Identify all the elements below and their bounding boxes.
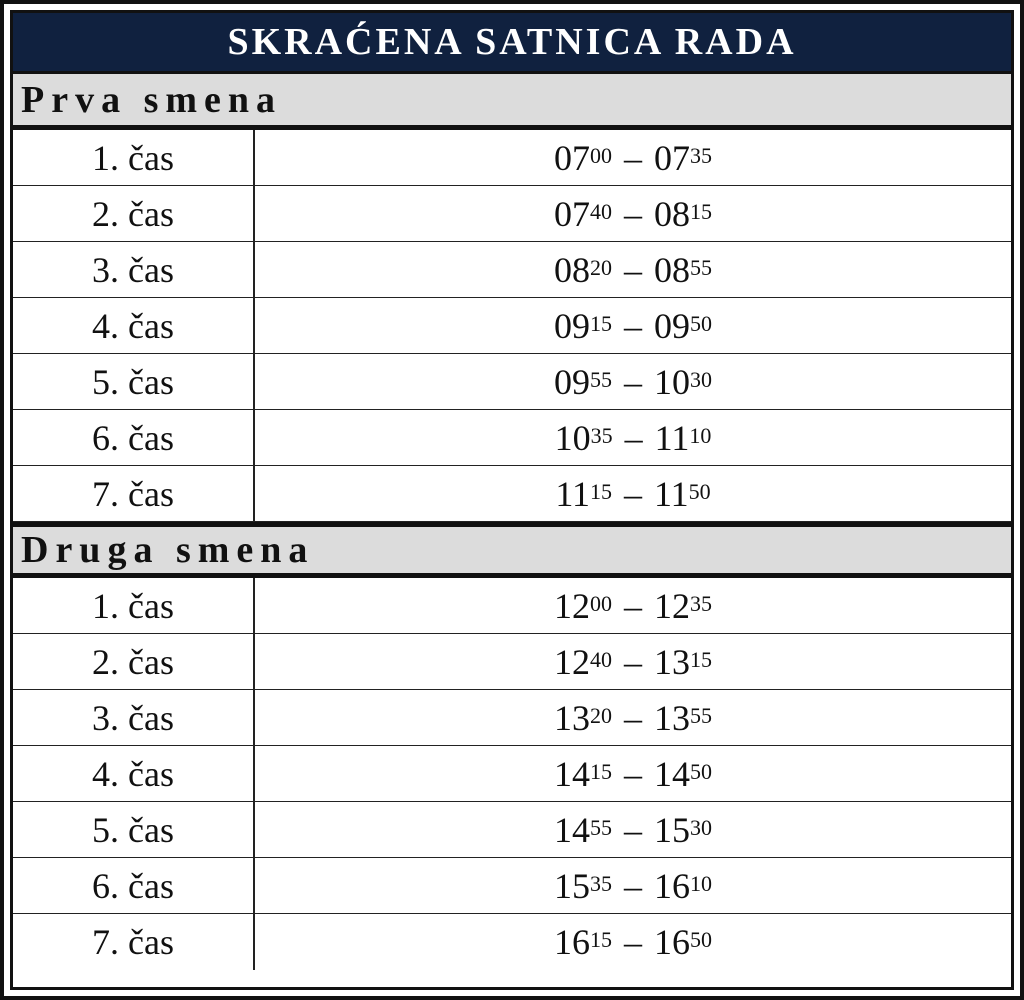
- period-time: [255, 690, 1011, 745]
- end-hour: 16: [654, 865, 690, 906]
- start-minute: 15: [590, 478, 612, 504]
- schedule-table: [10, 10, 1014, 990]
- period-time: [255, 578, 1011, 633]
- end-minute: 10: [690, 870, 712, 896]
- start-minute: 20: [590, 254, 612, 280]
- period-time: [255, 130, 1011, 185]
- period-label: 1. čas: [13, 130, 255, 185]
- end-minute: 55: [690, 702, 712, 728]
- period-label: 7. čas: [13, 914, 255, 970]
- table-row: [13, 130, 1011, 186]
- time-separator: –: [624, 697, 642, 738]
- table-row: [13, 466, 1011, 522]
- end-hour: 11: [654, 473, 689, 514]
- period-label: 1. čas: [13, 578, 255, 633]
- start-minute: 15: [590, 310, 612, 336]
- time-separator: –: [624, 361, 642, 402]
- period-time: [255, 186, 1011, 241]
- period-label: 4. čas: [13, 298, 255, 353]
- period-label: 5. čas: [13, 802, 255, 857]
- start-hour: 11: [555, 473, 590, 514]
- table-row: [13, 242, 1011, 298]
- period-label: 6. čas: [13, 410, 255, 465]
- start-minute: 20: [590, 702, 612, 728]
- time-separator: –: [624, 305, 642, 346]
- start-minute: 40: [590, 198, 612, 224]
- table-row: [13, 634, 1011, 690]
- period-label: 4. čas: [13, 746, 255, 801]
- time-separator: –: [624, 137, 642, 178]
- period-time: [255, 914, 1011, 970]
- period-time: [255, 858, 1011, 913]
- time-separator: –: [624, 641, 642, 682]
- end-minute: 35: [690, 142, 712, 168]
- end-minute: 30: [690, 814, 712, 840]
- time-separator: –: [624, 585, 642, 626]
- start-hour: 08: [554, 249, 590, 290]
- table-row: [13, 186, 1011, 242]
- end-minute: 55: [690, 254, 712, 280]
- period-label: 2. čas: [13, 634, 255, 689]
- end-hour: 10: [654, 361, 690, 402]
- end-minute: 50: [688, 478, 711, 504]
- period-time: [255, 466, 1011, 521]
- start-hour: 13: [554, 697, 590, 738]
- period-label: 7. čas: [13, 466, 255, 521]
- table-row: [13, 298, 1011, 354]
- period-label: 6. čas: [13, 858, 255, 913]
- start-hour: 09: [554, 305, 590, 346]
- time-separator: –: [624, 809, 642, 850]
- period-time: [255, 802, 1011, 857]
- period-time: [255, 242, 1011, 297]
- end-minute: 15: [690, 646, 712, 672]
- end-hour: 14: [654, 753, 690, 794]
- end-hour: 13: [654, 641, 690, 682]
- start-hour: 09: [554, 361, 590, 402]
- end-hour: 15: [654, 809, 690, 850]
- time-separator: –: [624, 193, 642, 234]
- table-row: [13, 802, 1011, 858]
- start-minute: 00: [590, 590, 612, 616]
- end-hour: 16: [654, 922, 690, 962]
- start-minute: 15: [590, 927, 612, 952]
- time-separator: –: [624, 753, 642, 794]
- end-minute: 35: [690, 590, 712, 616]
- start-hour: 14: [554, 809, 590, 850]
- start-minute: 35: [590, 870, 612, 896]
- table-row: [13, 858, 1011, 914]
- start-minute: 15: [590, 758, 612, 784]
- start-minute: 55: [590, 366, 612, 392]
- start-minute: 35: [590, 422, 613, 448]
- time-separator: –: [624, 865, 642, 906]
- end-minute: 50: [690, 310, 712, 336]
- start-minute: 00: [590, 142, 612, 168]
- end-hour: 09: [654, 305, 690, 346]
- table-row: [13, 914, 1011, 970]
- shift-heading: Druga smena: [13, 522, 1011, 578]
- time-separator: –: [624, 473, 642, 514]
- start-minute: 40: [590, 646, 612, 672]
- time-separator: –: [624, 417, 643, 458]
- start-minute: 55: [590, 814, 612, 840]
- start-hour: 12: [554, 641, 590, 682]
- period-label: 5. čas: [13, 354, 255, 409]
- period-label: 3. čas: [13, 690, 255, 745]
- period-time: [255, 746, 1011, 801]
- end-hour: 11: [654, 417, 690, 458]
- end-minute: 50: [690, 758, 712, 784]
- shift-heading: Prva smena: [13, 74, 1011, 130]
- period-time: [255, 354, 1011, 409]
- table-row: [13, 746, 1011, 802]
- end-hour: 07: [654, 137, 690, 178]
- period-time: [255, 634, 1011, 689]
- end-minute: 50: [690, 927, 712, 952]
- period-time: [255, 298, 1011, 353]
- table-row: [13, 690, 1011, 746]
- period-time: [255, 410, 1011, 465]
- time-separator: –: [624, 922, 642, 962]
- shift-container: [13, 74, 1011, 970]
- end-hour: 08: [654, 249, 690, 290]
- start-hour: 14: [554, 753, 590, 794]
- start-hour: 07: [554, 193, 590, 234]
- time-separator: –: [624, 249, 642, 290]
- table-row: [13, 354, 1011, 410]
- schedule-title: SKRAĆENA SATNICA RADA: [13, 13, 1011, 74]
- start-hour: 12: [554, 585, 590, 626]
- start-hour: 15: [554, 865, 590, 906]
- period-label: 3. čas: [13, 242, 255, 297]
- start-hour: 16: [554, 922, 590, 962]
- end-minute: 15: [690, 198, 712, 224]
- end-minute: 10: [689, 422, 712, 448]
- start-hour: 10: [554, 417, 591, 458]
- end-hour: 12: [654, 585, 690, 626]
- period-label: 2. čas: [13, 186, 255, 241]
- table-row: [13, 578, 1011, 634]
- end-hour: 08: [654, 193, 690, 234]
- end-hour: 13: [654, 697, 690, 738]
- end-minute: 30: [690, 366, 712, 392]
- start-hour: 07: [554, 137, 590, 178]
- table-row: [13, 410, 1011, 466]
